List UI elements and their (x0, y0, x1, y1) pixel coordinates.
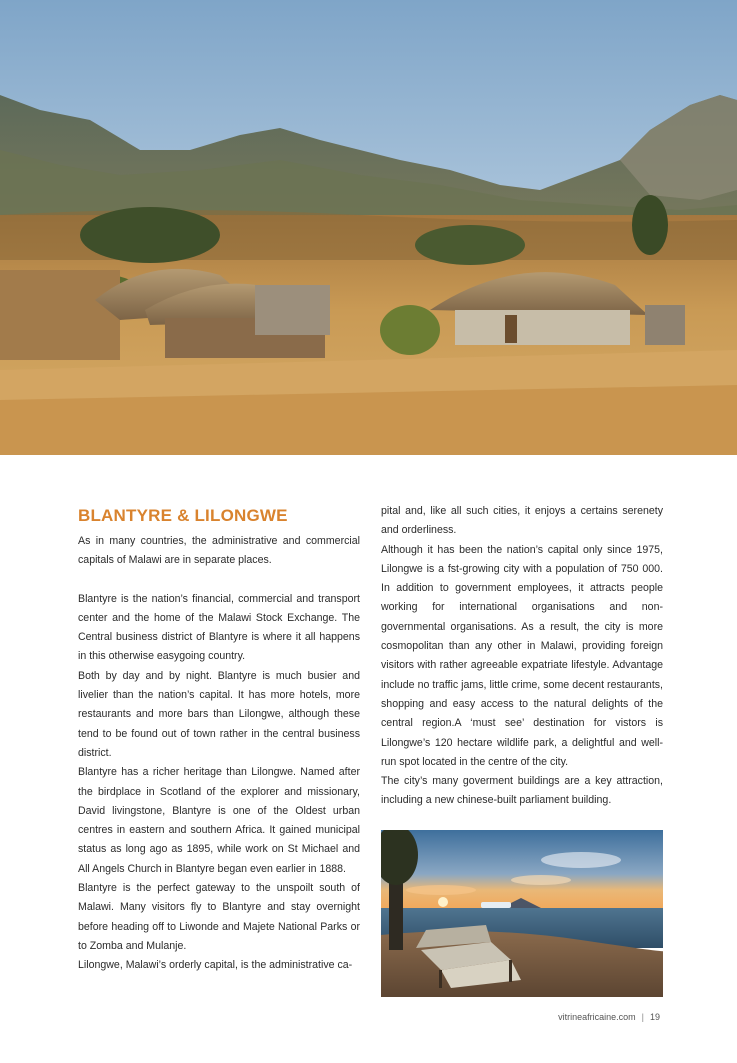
page-number: 19 (649, 1012, 660, 1022)
site-name: vitrineafricaine.com (558, 1012, 636, 1022)
paragraph: Blantyre is the perfect gateway to the unspoilt south of Malawi. Many visitors fly to Blantyre and stay overnight before heading off to Liwonde and Majete National Parks or to Zomba and Mulanje. (78, 882, 360, 952)
paragraph: Blantyre is the nation’s financial, commercial and transport center and the home of the Malawi Stock Exchange. The Central business district of Blantyre is where it all happens in this otherwise easygoing country. (78, 592, 360, 663)
footer-separator: | (641, 1012, 644, 1022)
article-column-left (78, 506, 360, 976)
paragraph: Blantyre has a richer heritage than Lilongwe. Named after the birdplace in Scotland of the explorer and missionary, David livingstone, Blantyre is one of the Oldest urban centres in eastern and southern Africa. It gained municipal status as long ago as 1895, while work on St Michael and All Angels Church in Blantyre began even earlier in 1888. (78, 766, 360, 875)
paragraph-spacer (78, 571, 360, 590)
paragraph: Both by day and by night. Blantyre is much busier and livelier than the nation’s capital. It has more hotels, more restaurants and more bars than Lilongwe, although these tend to be found out of town rather in the central business district. (78, 669, 360, 759)
page-footer (480, 1012, 660, 1022)
hero-photo (0, 0, 737, 455)
paragraph: Lilongwe, Malawi’s orderly capital, is the administrative ca- (78, 959, 353, 972)
article-heading: BLANTYRE & LILONGWE (78, 506, 288, 525)
article-column-right (381, 502, 663, 811)
paragraph: The city’s many goverment buildings are a key attraction, including a new chinese-built parliament building. (381, 775, 663, 807)
paragraph: Although it has been the nation’s capital only since 1975, Lilongwe is a fst-growing city with a population of 750 000. In addition to government employees, it attracts people working for international organisations and non-governmental organisations. As a result, the city is more cosmopolitan than any other in Malawi, providing foreign visitors with rather agreeable expatriate lifestyle. Advantage include no traffic jams, little crime, some decent restaurants, shopping and easy access to the natural delights of the central region.A ‘must see’ destination for vistors is Lilongwe’s 120 hectare wildlife park, a delightful and well-run spot located in the centre of the city. (381, 543, 663, 768)
lake-sunset-photo (381, 830, 663, 997)
paragraph: As in many countries, the administrative and commercial capitals of Malawi are in separate places. (78, 535, 360, 567)
paragraph: pital and, like all such cities, it enjoys a certains serenety and orderliness. (381, 505, 663, 537)
